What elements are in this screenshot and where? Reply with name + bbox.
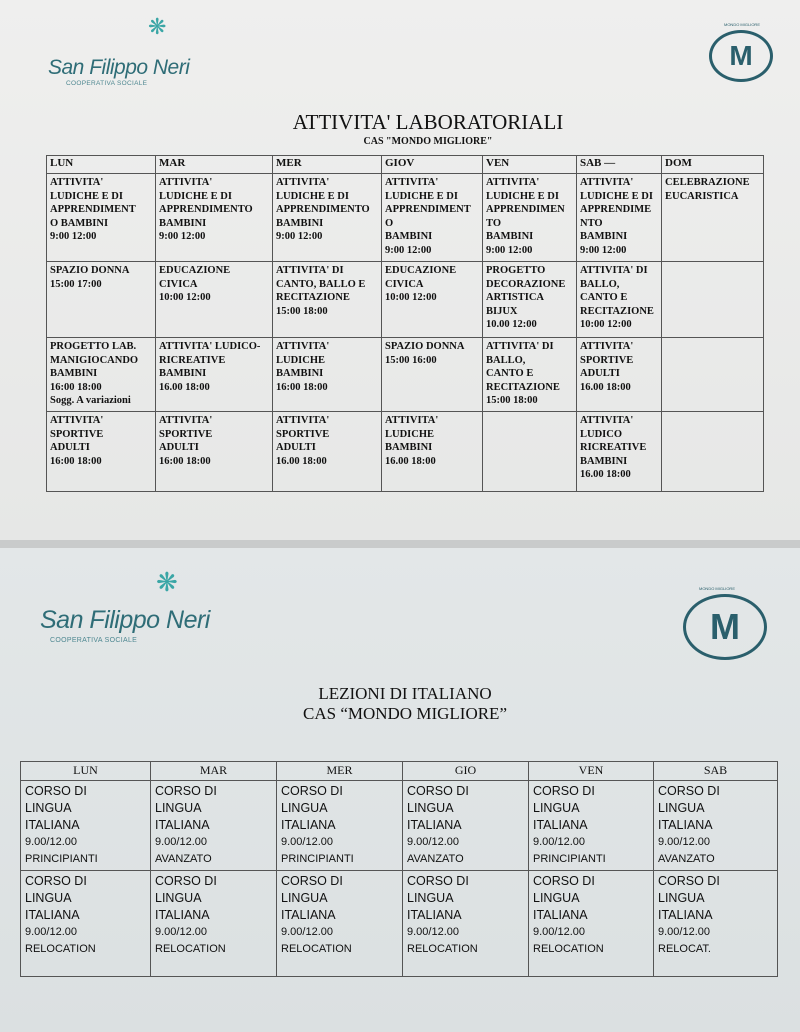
cell-line: RELOCATION	[155, 943, 226, 955]
cell-line: BAMBINI	[580, 231, 628, 242]
table-cell	[403, 871, 529, 977]
table-cell	[577, 174, 662, 262]
cell-line: CORSO DI	[533, 874, 595, 888]
cell-line: ATTIVITA' DI	[276, 265, 344, 276]
cell-line: LUDICHE	[385, 428, 435, 440]
cell-line: BIJUX	[486, 305, 518, 317]
cell-line: LUDICHE E DI	[50, 190, 123, 202]
cell-line: 15:00 18:00	[276, 305, 328, 317]
cell-line: APPRENDIMENT	[385, 204, 471, 215]
cell-line: 16:00 18:00	[276, 381, 328, 393]
cell-line: PRINCIPIANTI	[281, 853, 354, 865]
cell-line: CIVICA	[385, 278, 424, 290]
cell-line: LINGUA	[155, 801, 202, 815]
cell-line: ATTIVITA'	[50, 415, 104, 426]
cell-line: CORSO DI	[281, 874, 343, 888]
cell-line: PRINCIPIANTI	[533, 853, 606, 865]
column-header-mar: MAR	[156, 156, 273, 174]
cell-line: CANTO E	[580, 292, 628, 303]
table-cell	[483, 174, 577, 262]
cell-line: RICREATIVE	[580, 442, 647, 453]
cell-line: LINGUA	[407, 891, 454, 905]
table-cell	[577, 338, 662, 412]
table-cell	[662, 338, 764, 412]
cell-line: ITALIANA	[658, 908, 713, 922]
cell-line: RELOCATION	[281, 943, 352, 955]
table-cell	[577, 412, 662, 492]
column-header-giov: GIOV	[382, 156, 483, 174]
cell-line: ATTIVITA'	[580, 415, 634, 426]
table-row	[47, 338, 764, 412]
cell-line: ITALIANA	[155, 818, 210, 832]
table-cell	[47, 174, 156, 262]
cell-line: ITALIANA	[407, 908, 462, 922]
table-cell	[529, 871, 654, 977]
cell-line: LUDICHE E DI	[385, 190, 458, 202]
table-cell	[21, 871, 151, 977]
cell-line: CORSO DI	[25, 874, 87, 888]
cell-line: 9.00/12.00	[533, 926, 585, 938]
cell-line: BAMBINI	[50, 368, 98, 379]
cell-line: CORSO DI	[25, 784, 87, 798]
cell-line: 9.00/12.00	[25, 926, 77, 938]
cell-line: BAMBINI	[385, 442, 433, 453]
cell-line: ATTIVITA' DI	[580, 265, 648, 276]
mm-logo-caption: MONDO MIGLIORE	[698, 586, 735, 591]
column-header-ven: VEN	[529, 762, 654, 781]
cell-line: 9.00/12.00	[407, 926, 459, 938]
cell-line: APPRENDIMENTO	[159, 204, 253, 215]
table-cell	[483, 262, 577, 338]
mm-logo-letter: M	[729, 40, 753, 71]
column-header-dom: DOM	[662, 156, 764, 174]
cell-line: 9.00/12.00	[407, 836, 459, 848]
table-cell	[529, 781, 654, 871]
cell-line: NTO	[580, 217, 603, 229]
cell-line: 16.00 18:00	[580, 469, 631, 480]
cell-line: 9:00 12:00	[276, 231, 323, 242]
cell-line: O	[385, 217, 394, 229]
cell-line: ITALIANA	[533, 908, 588, 922]
table-cell	[156, 174, 273, 262]
mm-logo-caption: MONDO MIGLIORE	[723, 22, 760, 27]
cell-line: ATTIVITA' DI	[486, 341, 554, 352]
cell-line: 10.00 12:00	[486, 319, 537, 330]
table-cell	[151, 871, 277, 977]
cell-line: LINGUA	[281, 891, 328, 905]
activities-table	[46, 155, 764, 492]
cell-line: ITALIANA	[155, 908, 210, 922]
cell-line: SPORTIVE	[159, 428, 213, 440]
cell-line: 9:00 12:00	[486, 244, 533, 256]
cell-line: 9:00 12:00	[385, 244, 432, 256]
column-header-mer: MER	[277, 762, 403, 781]
table-cell	[277, 871, 403, 977]
page-title: LEZIONI DI ITALIANO	[318, 684, 492, 703]
cell-line: LINGUA	[155, 891, 202, 905]
cell-line: LINGUA	[25, 891, 72, 905]
cell-line: 9:00 12:00	[50, 231, 97, 242]
page-subtitle: CAS “MONDO MIGLIORE”	[303, 704, 507, 723]
table-cell	[382, 174, 483, 262]
cell-line: CORSO DI	[281, 784, 343, 798]
table-row	[47, 262, 764, 338]
column-header-lun: LUN	[47, 156, 156, 174]
cell-line: RELOCATION	[533, 943, 604, 955]
table-cell	[382, 262, 483, 338]
table-cell	[662, 174, 764, 262]
column-header-mar: MAR	[151, 762, 277, 781]
cell-line: 16:00 18:00	[159, 455, 211, 467]
page-subtitle: CAS "MONDO MIGLIORE"	[363, 136, 493, 147]
cell-line: SPORTIVE	[276, 428, 330, 440]
cell-line: Sogg. A variazioni	[50, 395, 131, 406]
cell-line: EDUCAZIONE	[159, 265, 231, 276]
cell-line: EDUCAZIONE	[385, 265, 457, 276]
cell-line: ATTIVITA'	[580, 177, 634, 188]
cell-line: ATTIVITA'	[50, 177, 104, 188]
cell-line: RICREATIVE	[159, 354, 226, 366]
cell-line: CANTO, BALLO E	[276, 278, 366, 290]
cell-line: AVANZATO	[407, 853, 464, 865]
brand-logo	[40, 606, 210, 644]
cell-line: CELEBRAZIONE	[665, 177, 750, 188]
table-cell	[577, 262, 662, 338]
cell-line: BAMBINI	[276, 368, 324, 379]
table-cell	[156, 262, 273, 338]
cell-line: RELOCATION	[407, 943, 478, 955]
cell-line: RELOCATION	[25, 943, 96, 955]
cell-line: 10:00 12:00	[580, 319, 632, 330]
cell-line: O BAMBINI	[50, 217, 109, 229]
cell-line: PRINCIPIANTI	[25, 853, 98, 865]
table-cell	[151, 781, 277, 871]
cell-line: LINGUA	[25, 801, 72, 815]
cell-line: ADULTI	[159, 442, 199, 453]
cell-line: ATTIVITA'	[385, 177, 439, 188]
cell-line: 9.00/12.00	[658, 836, 710, 848]
cell-line: SPAZIO DONNA	[385, 341, 465, 352]
mondo-migliore-logo	[709, 30, 773, 82]
table-cell	[483, 338, 577, 412]
cell-line: LINGUA	[533, 801, 580, 815]
brand-subtitle: COOPERATIVA SOCIALE	[50, 637, 138, 644]
cell-line: ATTIVITA'	[159, 415, 213, 426]
cell-line: ITALIANA	[407, 818, 462, 832]
column-header-mer: MER	[273, 156, 382, 174]
table-cell	[662, 412, 764, 492]
table-row	[47, 174, 764, 262]
column-header-sab: SAB	[654, 762, 778, 781]
cell-line: APPRENDIME	[580, 204, 652, 215]
cell-line: 10:00 12:00	[159, 292, 211, 303]
cell-line: 15:00 18:00	[486, 395, 538, 406]
cell-line: ATTIVITA'	[385, 415, 439, 426]
cell-line: LINGUA	[533, 891, 580, 905]
page-title: ATTIVITA' LABORATORIALI	[292, 110, 564, 134]
cell-line: 10:00 12:00	[385, 292, 437, 303]
table-cell	[47, 412, 156, 492]
table-cell	[382, 338, 483, 412]
cell-line: RELOCAT.	[658, 943, 711, 955]
column-header-sab: SAB —	[577, 156, 662, 174]
cell-line: LUDICHE E DI	[580, 190, 653, 202]
cell-line: ITALIANA	[25, 818, 80, 832]
cell-line: ATTIVITA'	[276, 177, 330, 188]
cell-line: 9.00/12.00	[155, 926, 207, 938]
cell-line: CORSO DI	[533, 784, 595, 798]
cell-line: CORSO DI	[658, 874, 720, 888]
table-cell	[273, 412, 382, 492]
cell-line: AVANZATO	[658, 853, 715, 865]
table-header-row	[47, 156, 764, 174]
cell-line: RECITAZIONE	[580, 305, 654, 317]
column-header-ven: VEN	[483, 156, 577, 174]
column-header-gio: GIO	[403, 762, 529, 781]
cell-line: ATTIVITA'	[276, 415, 330, 426]
cell-line: EUCARISTICA	[665, 190, 739, 202]
butterfly-icon: ❋	[156, 568, 178, 597]
cell-line: RECITAZIONE	[486, 381, 560, 393]
cell-line: 9.00/12.00	[533, 836, 585, 848]
cell-line: 16.00 18:00	[276, 455, 327, 467]
table-cell	[273, 174, 382, 262]
table-cell	[47, 338, 156, 412]
cell-line: PROGETTO LAB.	[50, 341, 137, 352]
cell-line: ITALIANA	[533, 818, 588, 832]
sheet-divider	[0, 540, 800, 548]
cell-line: ADULTI	[580, 368, 620, 379]
table-cell	[273, 262, 382, 338]
italian-lessons-table	[20, 761, 778, 977]
cell-line: PROGETTO	[486, 265, 546, 276]
cell-line: 9.00/12.00	[281, 926, 333, 938]
cell-line: ITALIANA	[281, 818, 336, 832]
cell-line: SPAZIO DONNA	[50, 265, 130, 276]
cell-line: 15:00 16:00	[385, 354, 437, 366]
cell-line: BAMBINI	[580, 455, 628, 467]
cell-line: LUDICHE	[276, 354, 326, 366]
brand-subtitle: COOPERATIVA SOCIALE	[66, 80, 148, 87]
cell-line: ATTIVITA'	[580, 341, 634, 352]
brand-name: San Filippo Neri	[48, 56, 190, 79]
cell-line: 9.00/12.00	[155, 836, 207, 848]
cell-line: LUDICO	[580, 428, 623, 440]
cell-line: BAMBINI	[385, 231, 433, 242]
cell-line: MANIGIOCANDO	[50, 354, 139, 366]
cell-line: DECORAZIONE	[486, 278, 566, 290]
cell-line: BAMBINI	[159, 368, 207, 379]
table-header-row	[21, 762, 778, 781]
cell-line: APPRENDIMENTO	[276, 204, 370, 215]
table-cell	[273, 338, 382, 412]
italian-lessons-sheet	[0, 548, 800, 1032]
cell-line: TO	[486, 217, 501, 229]
mm-logo-letter: M	[710, 606, 740, 647]
cell-line: 16:00 18:00	[50, 455, 102, 467]
table-cell	[662, 262, 764, 338]
cell-line: LINGUA	[658, 801, 705, 815]
cell-line: APPRENDIMENT	[50, 204, 136, 215]
butterfly-icon: ❋	[148, 14, 167, 39]
table-row	[21, 871, 778, 977]
cell-line: LINGUA	[407, 801, 454, 815]
column-header-lun: LUN	[21, 762, 151, 781]
table-row	[21, 781, 778, 871]
cell-line: LINGUA	[658, 891, 705, 905]
cell-line: CORSO DI	[658, 784, 720, 798]
cell-line: 16.00 18:00	[580, 381, 631, 393]
table-cell	[156, 412, 273, 492]
cell-line: 16:00 18:00	[50, 381, 102, 393]
cell-line: APPRENDIMEN	[486, 204, 565, 215]
cell-line: 9.00/12.00	[25, 836, 77, 848]
table-cell	[403, 781, 529, 871]
table-row	[47, 412, 764, 492]
table-cell	[654, 871, 778, 977]
table-cell	[382, 412, 483, 492]
cell-line: CORSO DI	[407, 874, 469, 888]
cell-line: RECITAZIONE	[276, 292, 350, 303]
cell-line: LUDICHE E DI	[276, 190, 349, 202]
cell-line: ADULTI	[276, 442, 316, 453]
cell-line: 15:00 17:00	[50, 278, 102, 290]
cell-line: CORSO DI	[407, 784, 469, 798]
cell-line: LUDICHE E DI	[159, 190, 232, 202]
cell-line: ITALIANA	[25, 908, 80, 922]
cell-line: BAMBINI	[276, 217, 324, 229]
cell-line: ITALIANA	[281, 908, 336, 922]
brand-logo	[48, 56, 189, 87]
cell-line: ATTIVITA'	[486, 177, 540, 188]
cell-line: BAMBINI	[486, 231, 534, 242]
table-cell	[483, 412, 577, 492]
cell-line: ATTIVITA'	[159, 177, 213, 188]
cell-line: CORSO DI	[155, 874, 217, 888]
cell-line: SPORTIVE	[580, 354, 634, 366]
cell-line: AVANZATO	[155, 853, 212, 865]
cell-line: ADULTI	[50, 442, 90, 453]
cell-line: ARTISTICA	[486, 292, 544, 303]
table-cell	[277, 781, 403, 871]
cell-line: LUDICHE E DI	[486, 190, 559, 202]
cell-line: 9:00 12:00	[580, 244, 627, 256]
cell-line: CIVICA	[159, 278, 198, 290]
cell-line: CORSO DI	[155, 784, 217, 798]
cell-line: 9.00/12.00	[658, 926, 710, 938]
table-cell	[654, 781, 778, 871]
cell-line: 9:00 12:00	[159, 231, 206, 242]
mondo-migliore-logo	[683, 594, 767, 660]
table-cell	[156, 338, 273, 412]
cell-line: SPORTIVE	[50, 428, 104, 440]
cell-line: ATTIVITA'	[276, 341, 330, 352]
cell-line: ITALIANA	[658, 818, 713, 832]
cell-line: 16.00 18:00	[385, 455, 436, 467]
cell-line: 9.00/12.00	[281, 836, 333, 848]
cell-line: 16.00 18:00	[159, 381, 210, 393]
cell-line: CANTO E	[486, 368, 534, 379]
table-cell	[21, 781, 151, 871]
table-cell	[47, 262, 156, 338]
cell-line: BAMBINI	[159, 217, 207, 229]
cell-line: BALLO,	[486, 354, 526, 366]
brand-name: San Filippo Neri	[40, 606, 210, 634]
cell-line: BALLO,	[580, 278, 620, 290]
cell-line: LINGUA	[281, 801, 328, 815]
cell-line: ATTIVITA' LUDICO-	[159, 341, 261, 352]
